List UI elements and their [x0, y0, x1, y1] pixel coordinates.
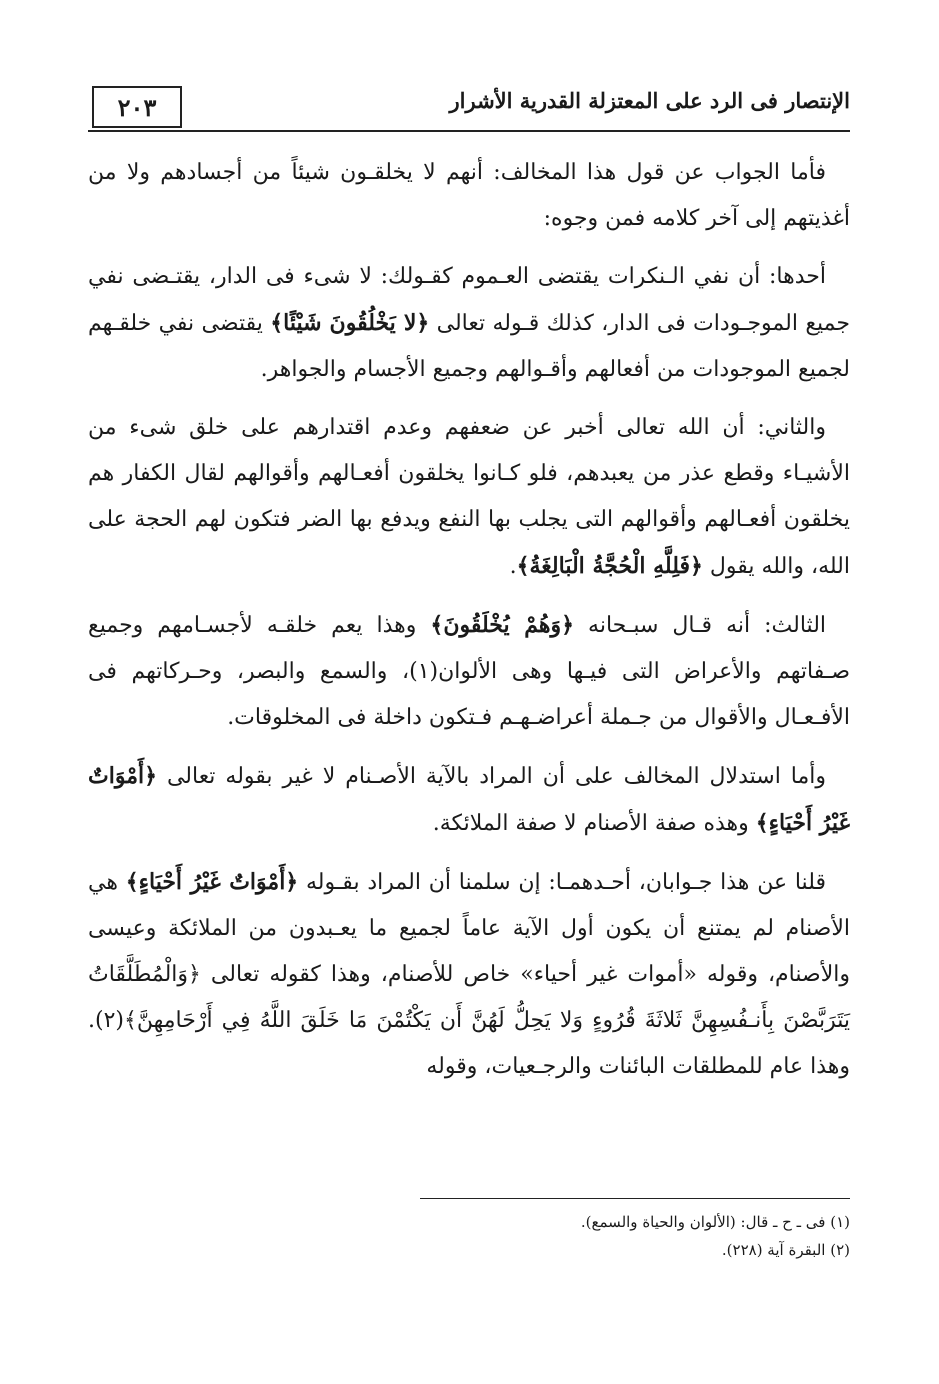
paragraph-4 [88, 602, 850, 741]
paragraph-3 [88, 405, 850, 590]
paragraph-6 [88, 859, 850, 1090]
quran-verse: ﴿أَمْوَاتٌ غَيْرُ أَحْيَاءٍ﴾ [88, 763, 850, 836]
footnotes [88, 1208, 850, 1264]
footnote-rule [420, 1198, 850, 1199]
paragraph-text: قلنا عن هذا جـوابان، أحـدهمـا: إن سلمنا أن المراد بقـوله [306, 870, 826, 895]
main-text [88, 150, 850, 1102]
running-title: الإنتصار فى الرد على المعتزلة القدرية الأشرار [449, 88, 850, 113]
paragraph-text: وأما استدلال المخالف على أن المراد بالآية الأصـنام لا غير بقوله تعالى [166, 764, 826, 789]
footnote-2: (٢) البقرة آية (٢٢٨). [721, 1241, 850, 1259]
paragraph-1 [88, 150, 850, 242]
paragraph-text: فأما الجواب عن قول هذا المخالف: أنهم لا يخلقـون شيئاً من أجسادهم ولا من أغذيتهم إلى آخر كلامه فمن وجوه: [88, 160, 850, 231]
quran-verse: ﴿فَلِلَّهِ الْحُجَّةُ الْبَالِغَةُ﴾ [516, 553, 703, 579]
paragraph-text: أحدها: أن نفي الـنكرات يقتضى العـموم كقـولك: لا شىء فى الدار، يقتـضى نفي جميع الموجـودات فى الدار، كذلك قـوله تعالى [88, 264, 850, 336]
quran-verse: ﴿أَمْوَاتٌ غَيْرُ أَحْيَاءٍ﴾ [125, 869, 299, 895]
paragraph-text: . [509, 554, 517, 579]
paragraph-text: وهذه صفة الأصنام لا صفة الملائكة. [432, 811, 749, 836]
quran-verse: ﴿وَهُمْ يُخْلَقُونَ﴾ [430, 612, 575, 638]
page-number: ٢٠٣ [92, 86, 182, 128]
paragraph-5 [88, 753, 850, 847]
footnote-1: (١) فى ـ ح ـ قال: (الألوان والحياة والسمع). [580, 1213, 850, 1231]
paragraph-2 [88, 254, 850, 393]
quran-verse: ﴿لا يَخْلُقُونَ شَيْئًا﴾ [270, 310, 430, 336]
paragraph-text: هي الأصنام لم يمتنع أن يكون أول الآية عاماً لجميع ما يعـبدون من الملائكة وعيسى والأصنام، وقوله «أموات غير أحياء» خاص للأصنام، وهذا كقوله تعالى ﴿وَالْمُطَلَّقَاتُ يَتَرَبَّصْنَ بِأَنـفُسِهِنَّ ثَلاثَةَ قُرُوءٍ وَلا يَحِلُّ لَهُنَّ أَن يَكْتُمْنَ مَا خَلَقَ اللَّهُ فِي أَرْحَامِهِنَّ﴾(٢). وهذا عام للمطلقات البائنات والرجـعيات، وقوله [88, 870, 850, 1079]
header-rule [88, 130, 850, 132]
paragraph-text: الثالث: أنه قـال سبـحانه [588, 613, 827, 638]
paragraph-text: يقتضى نفي خلقـهم لجميع الموجودات من أفعالهم وأقـوالهم وجميع الأجسام والجواهر. [88, 311, 850, 382]
paragraph-text: وهذا يعم خلقـه لأجسـامهم وجميع صـفاتهم والأعراض التى فيـها وهى الألوان(١)، والسمع والبصر، وحـركاتهم فى الأفـعـال والأقوال من جـملة أعراضـهـم فـتكون داخلة فى المخلوقات. [88, 613, 850, 730]
paragraph-text: والثاني: أن الله تعالى أخبر عن ضعفهم وعدم اقتدارهم على خلق شىء من الأشيـاء وقطع عذر من يعبدهم، فلو كـانوا يخلقون أفعـالهم وأقوالهم لقال الكفار هم يخلقون أفعـالهم وأقوالهم التى يجلب بها النفع ويدفع بها الضر فتكون لهم الحجة على الله، والله يقول [88, 415, 850, 579]
page-header [88, 82, 850, 132]
